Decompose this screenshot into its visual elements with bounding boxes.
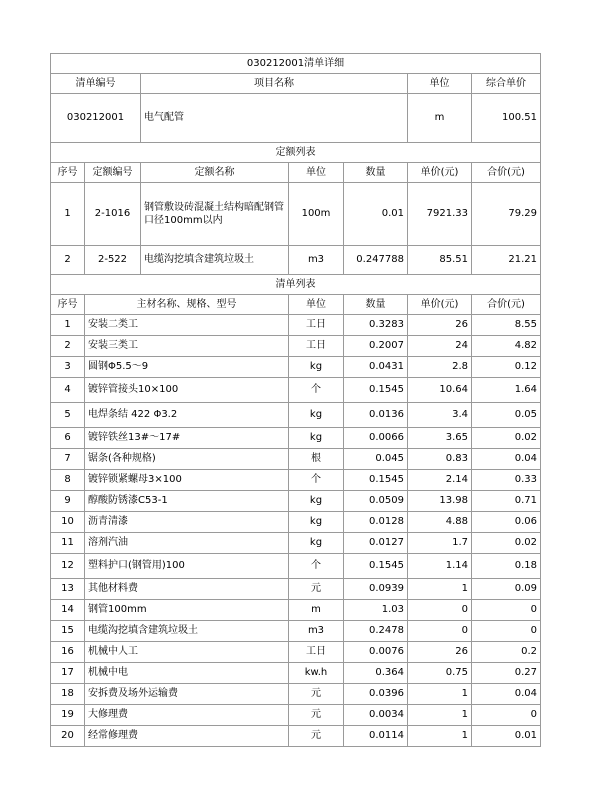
quota-header-no: 序号 bbox=[51, 163, 85, 183]
material-row bbox=[51, 378, 541, 403]
material-no: 16 bbox=[51, 642, 85, 663]
quota-header-row bbox=[51, 163, 541, 183]
material-row bbox=[51, 663, 541, 684]
material-price: 24 bbox=[408, 336, 472, 357]
material-qty: 0.1545 bbox=[344, 554, 408, 579]
materials-header-qty: 数量 bbox=[344, 295, 408, 315]
summary-row bbox=[51, 94, 541, 143]
material-unit: 元 bbox=[289, 579, 344, 600]
quota-header-code: 定额编号 bbox=[85, 163, 141, 183]
material-total: 4.82 bbox=[472, 336, 541, 357]
material-total: 0.18 bbox=[472, 554, 541, 579]
material-qty: 0.364 bbox=[344, 663, 408, 684]
material-qty: 0.045 bbox=[344, 449, 408, 470]
quota-header-total: 合价(元) bbox=[472, 163, 541, 183]
material-total: 0.12 bbox=[472, 357, 541, 378]
material-no: 15 bbox=[51, 621, 85, 642]
material-total: 8.55 bbox=[472, 315, 541, 336]
material-no: 1 bbox=[51, 315, 85, 336]
material-total: 0.27 bbox=[472, 663, 541, 684]
material-total: 0.2 bbox=[472, 642, 541, 663]
material-unit: kg bbox=[289, 428, 344, 449]
material-no: 3 bbox=[51, 357, 85, 378]
material-unit: kg bbox=[289, 512, 344, 533]
material-total: 0.02 bbox=[472, 533, 541, 554]
material-name: 机械中人工 bbox=[85, 642, 289, 663]
material-no: 12 bbox=[51, 554, 85, 579]
material-no: 11 bbox=[51, 533, 85, 554]
material-row bbox=[51, 428, 541, 449]
material-price: 1 bbox=[408, 705, 472, 726]
detail-sheet bbox=[50, 53, 540, 747]
material-row bbox=[51, 315, 541, 336]
quota-unit: 100m bbox=[289, 183, 344, 246]
material-name: 安装三类工 bbox=[85, 336, 289, 357]
material-qty: 0.2007 bbox=[344, 336, 408, 357]
material-qty: 0.0509 bbox=[344, 491, 408, 512]
material-no: 10 bbox=[51, 512, 85, 533]
detail-table bbox=[50, 53, 541, 747]
material-price: 1.14 bbox=[408, 554, 472, 579]
material-no: 7 bbox=[51, 449, 85, 470]
material-qty: 0.0066 bbox=[344, 428, 408, 449]
quota-unit: m3 bbox=[289, 246, 344, 275]
quota-no: 1 bbox=[51, 183, 85, 246]
material-row bbox=[51, 726, 541, 747]
quota-row bbox=[51, 183, 541, 246]
materials-header-total: 合价(元) bbox=[472, 295, 541, 315]
material-price: 4.88 bbox=[408, 512, 472, 533]
material-name: 塑料护口(钢管用)100 bbox=[85, 554, 289, 579]
materials-header-unit: 单位 bbox=[289, 295, 344, 315]
summary-header-row bbox=[51, 74, 541, 94]
material-unit: 元 bbox=[289, 726, 344, 747]
quota-code: 2-1016 bbox=[85, 183, 141, 246]
material-name: 沥青清漆 bbox=[85, 512, 289, 533]
material-no: 14 bbox=[51, 600, 85, 621]
material-name: 锯条(各种规格) bbox=[85, 449, 289, 470]
header-unit: 单位 bbox=[408, 74, 472, 94]
materials-header-no: 序号 bbox=[51, 295, 85, 315]
material-price: 26 bbox=[408, 642, 472, 663]
material-row bbox=[51, 642, 541, 663]
quota-price: 7921.33 bbox=[408, 183, 472, 246]
material-unit: m bbox=[289, 600, 344, 621]
material-qty: 0.0128 bbox=[344, 512, 408, 533]
materials-section-title: 清单列表 bbox=[51, 275, 541, 295]
quota-section-title: 定额列表 bbox=[51, 143, 541, 163]
material-total: 0 bbox=[472, 621, 541, 642]
material-name: 醇酸防锈漆C53-1 bbox=[85, 491, 289, 512]
quota-header-name: 定额名称 bbox=[141, 163, 289, 183]
material-row bbox=[51, 491, 541, 512]
materials-header-row bbox=[51, 295, 541, 315]
material-unit: 工日 bbox=[289, 315, 344, 336]
material-total: 1.64 bbox=[472, 378, 541, 403]
material-row bbox=[51, 579, 541, 600]
material-name: 钢管100mm bbox=[85, 600, 289, 621]
material-no: 2 bbox=[51, 336, 85, 357]
material-name: 机械中电 bbox=[85, 663, 289, 684]
material-unit: kg bbox=[289, 533, 344, 554]
material-total: 0.71 bbox=[472, 491, 541, 512]
material-qty: 0.0034 bbox=[344, 705, 408, 726]
material-row bbox=[51, 705, 541, 726]
material-name: 安装二类工 bbox=[85, 315, 289, 336]
material-no: 18 bbox=[51, 684, 85, 705]
quota-name: 钢管敷设砖混凝土结构暗配钢管口径100mm以内 bbox=[141, 183, 289, 246]
material-name: 经常修理费 bbox=[85, 726, 289, 747]
material-unit: 个 bbox=[289, 470, 344, 491]
material-no: 17 bbox=[51, 663, 85, 684]
material-unit: kg bbox=[289, 403, 344, 428]
quota-price: 85.51 bbox=[408, 246, 472, 275]
material-unit: 工日 bbox=[289, 336, 344, 357]
quota-code: 2-522 bbox=[85, 246, 141, 275]
material-qty: 0.0076 bbox=[344, 642, 408, 663]
quota-qty: 0.01 bbox=[344, 183, 408, 246]
material-row bbox=[51, 470, 541, 491]
material-unit: 个 bbox=[289, 554, 344, 579]
material-price: 13.98 bbox=[408, 491, 472, 512]
quota-header-qty: 数量 bbox=[344, 163, 408, 183]
material-price: 2.8 bbox=[408, 357, 472, 378]
material-name: 电焊条结 422 Φ3.2 bbox=[85, 403, 289, 428]
summary-price: 100.51 bbox=[472, 94, 541, 143]
material-qty: 0.0431 bbox=[344, 357, 408, 378]
material-price: 1 bbox=[408, 579, 472, 600]
material-no: 4 bbox=[51, 378, 85, 403]
material-price: 1 bbox=[408, 726, 472, 747]
material-unit: m3 bbox=[289, 621, 344, 642]
material-price: 1.7 bbox=[408, 533, 472, 554]
material-name: 镀锌铁丝13#～17# bbox=[85, 428, 289, 449]
material-row bbox=[51, 684, 541, 705]
material-total: 0 bbox=[472, 705, 541, 726]
header-code: 清单编号 bbox=[51, 74, 141, 94]
header-price: 综合单价 bbox=[472, 74, 541, 94]
quota-no: 2 bbox=[51, 246, 85, 275]
material-no: 13 bbox=[51, 579, 85, 600]
material-qty: 0.1545 bbox=[344, 470, 408, 491]
summary-unit: m bbox=[408, 94, 472, 143]
material-qty: 0.2478 bbox=[344, 621, 408, 642]
material-qty: 0.0114 bbox=[344, 726, 408, 747]
material-price: 0.75 bbox=[408, 663, 472, 684]
material-price: 2.14 bbox=[408, 470, 472, 491]
material-row bbox=[51, 554, 541, 579]
material-qty: 0.3283 bbox=[344, 315, 408, 336]
material-qty: 0.0939 bbox=[344, 579, 408, 600]
material-total: 0.02 bbox=[472, 428, 541, 449]
material-row bbox=[51, 449, 541, 470]
material-price: 10.64 bbox=[408, 378, 472, 403]
material-qty: 1.03 bbox=[344, 600, 408, 621]
material-unit: 根 bbox=[289, 449, 344, 470]
material-row bbox=[51, 403, 541, 428]
material-row bbox=[51, 600, 541, 621]
material-total: 0.09 bbox=[472, 579, 541, 600]
quota-row bbox=[51, 246, 541, 275]
material-name: 镀锌锁紧螺母3×100 bbox=[85, 470, 289, 491]
material-total: 0.05 bbox=[472, 403, 541, 428]
material-name: 镀锌管接头10×100 bbox=[85, 378, 289, 403]
quota-total: 21.21 bbox=[472, 246, 541, 275]
material-no: 8 bbox=[51, 470, 85, 491]
material-total: 0.04 bbox=[472, 449, 541, 470]
material-unit: 工日 bbox=[289, 642, 344, 663]
material-no: 20 bbox=[51, 726, 85, 747]
material-unit: kw.h bbox=[289, 663, 344, 684]
material-price: 26 bbox=[408, 315, 472, 336]
materials-header-name: 主材名称、规格、型号 bbox=[85, 295, 289, 315]
material-unit: kg bbox=[289, 491, 344, 512]
material-name: 电缆沟挖填含建筑垃圾土 bbox=[85, 621, 289, 642]
material-price: 3.65 bbox=[408, 428, 472, 449]
material-unit: 元 bbox=[289, 705, 344, 726]
material-qty: 0.0127 bbox=[344, 533, 408, 554]
material-name: 其他材料费 bbox=[85, 579, 289, 600]
quota-header-unit: 单位 bbox=[289, 163, 344, 183]
header-name: 项目名称 bbox=[141, 74, 408, 94]
material-price: 3.4 bbox=[408, 403, 472, 428]
material-no: 6 bbox=[51, 428, 85, 449]
material-unit: kg bbox=[289, 357, 344, 378]
material-price: 0 bbox=[408, 600, 472, 621]
material-total: 0.06 bbox=[472, 512, 541, 533]
material-qty: 0.0136 bbox=[344, 403, 408, 428]
material-row bbox=[51, 533, 541, 554]
quota-qty: 0.247788 bbox=[344, 246, 408, 275]
material-row bbox=[51, 512, 541, 533]
material-total: 0.04 bbox=[472, 684, 541, 705]
material-no: 5 bbox=[51, 403, 85, 428]
material-name: 大修理费 bbox=[85, 705, 289, 726]
material-row bbox=[51, 357, 541, 378]
material-price: 1 bbox=[408, 684, 472, 705]
quota-total: 79.29 bbox=[472, 183, 541, 246]
material-no: 9 bbox=[51, 491, 85, 512]
material-qty: 0.0396 bbox=[344, 684, 408, 705]
material-total: 0 bbox=[472, 600, 541, 621]
quota-header-price: 单价(元) bbox=[408, 163, 472, 183]
material-row bbox=[51, 336, 541, 357]
material-name: 溶剂汽油 bbox=[85, 533, 289, 554]
materials-header-price: 单价(元) bbox=[408, 295, 472, 315]
material-unit: 元 bbox=[289, 684, 344, 705]
quota-name: 电缆沟挖填含建筑垃圾土 bbox=[141, 246, 289, 275]
material-name: 圆钢Φ5.5～9 bbox=[85, 357, 289, 378]
summary-name: 电气配管 bbox=[141, 94, 408, 143]
material-price: 0 bbox=[408, 621, 472, 642]
material-total: 0.01 bbox=[472, 726, 541, 747]
summary-code: 030212001 bbox=[51, 94, 141, 143]
material-no: 19 bbox=[51, 705, 85, 726]
material-name: 安拆费及场外运输费 bbox=[85, 684, 289, 705]
sheet-title: 030212001清单详细 bbox=[51, 54, 541, 74]
material-total: 0.33 bbox=[472, 470, 541, 491]
material-unit: 个 bbox=[289, 378, 344, 403]
material-qty: 0.1545 bbox=[344, 378, 408, 403]
material-price: 0.83 bbox=[408, 449, 472, 470]
material-row bbox=[51, 621, 541, 642]
